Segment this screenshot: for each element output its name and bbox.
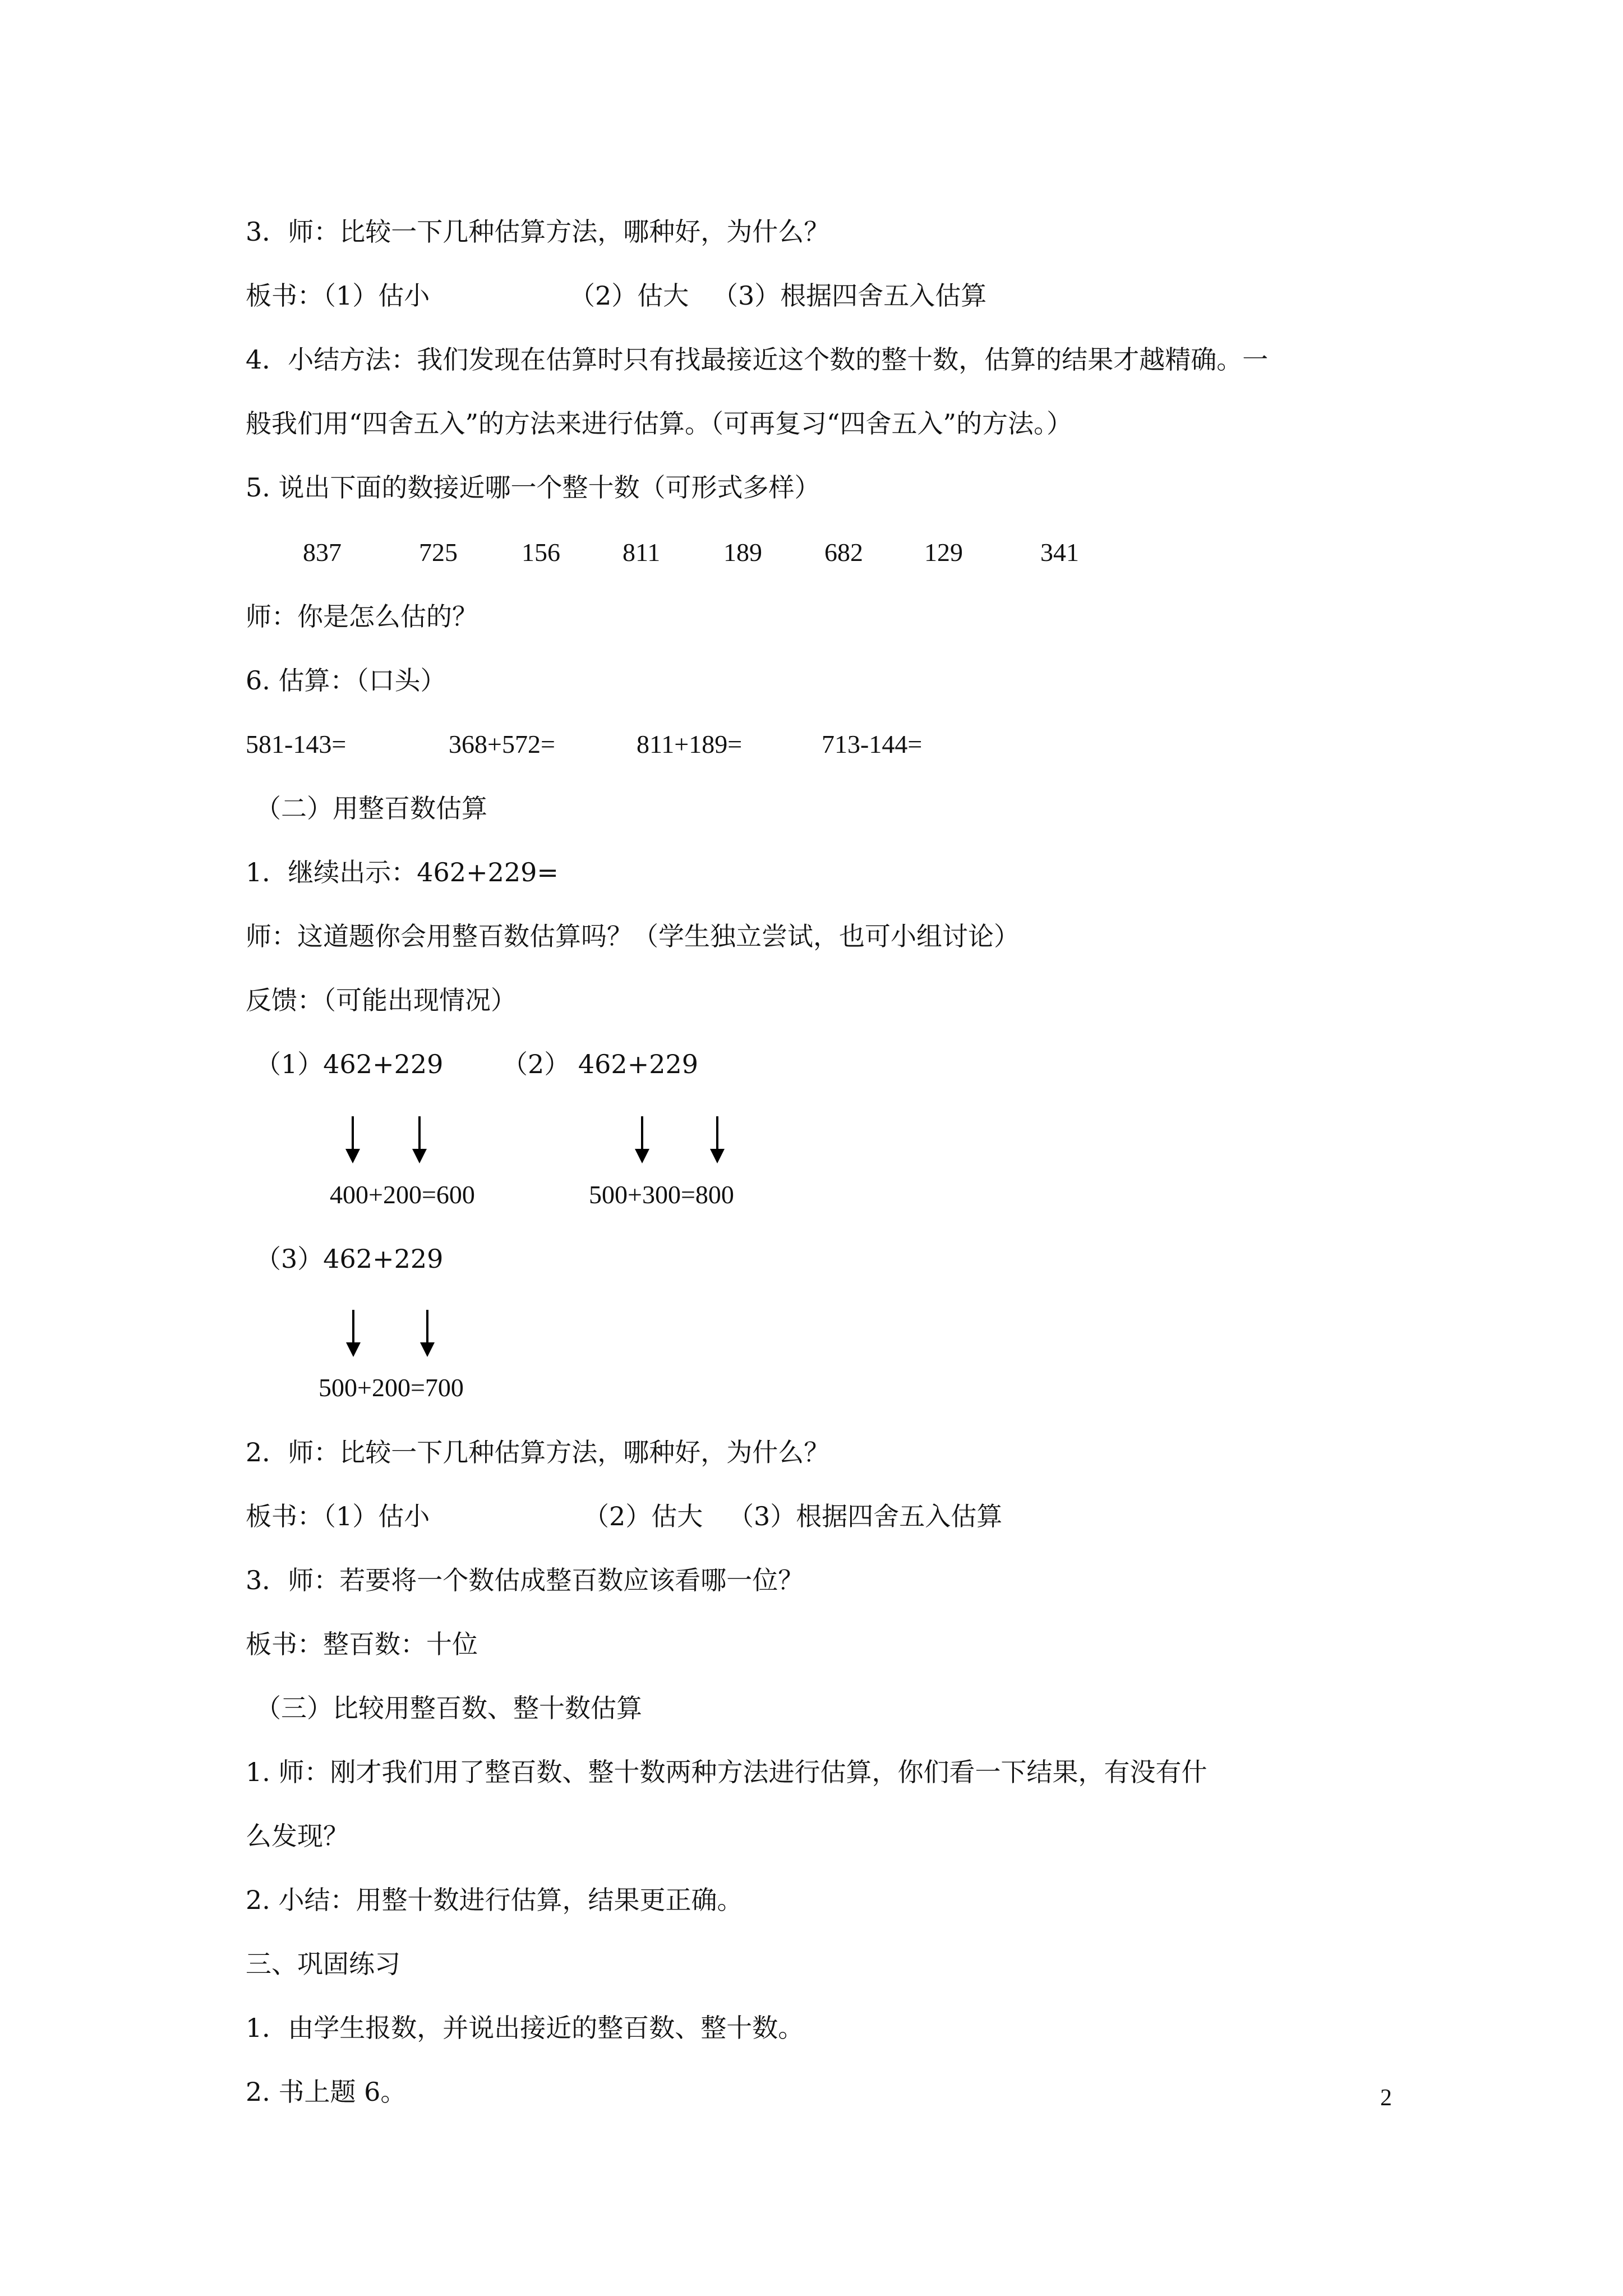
- text-line: 板书：（1）估小: [246, 280, 430, 311]
- calc-case: （1）462+229: [255, 1049, 444, 1079]
- number-item: 811: [623, 538, 661, 567]
- section-heading: 三、巩固练习: [246, 1949, 400, 1979]
- number-item: 129: [924, 538, 963, 567]
- calc-case: （3）462+229: [255, 1244, 444, 1274]
- section-heading: （二）用整百数估算: [255, 793, 487, 823]
- text-line: 么发现？: [246, 1821, 349, 1851]
- down-arrow-icon: [418, 1116, 421, 1151]
- text-line: 2. 小结：用整十数进行估算，结果更正确。: [246, 1885, 743, 1915]
- section-heading: （三）比较用整百数、整十数估算: [255, 1693, 642, 1723]
- expression-item: 581-143=: [246, 730, 347, 758]
- text-line: 般我们用“四舍五入”的方法来进行估算。（可再复习“四舍五入”的方法。）: [246, 408, 1073, 439]
- calc-case: （2） 462+229: [502, 1049, 699, 1079]
- text-line: 4．小结方法：我们发现在估算时只有找最接近这个数的整十数，估算的结果才越精确。一: [246, 344, 1269, 375]
- text-line: 1．继续出示：462+229=: [246, 857, 559, 887]
- text-line: 反馈：（可能出现情况）: [246, 985, 517, 1015]
- text-line: 板书：整百数：十位: [246, 1629, 478, 1659]
- page-number: 2: [1380, 2085, 1392, 2111]
- down-arrow-icon: [352, 1310, 354, 1345]
- calc-result: 500+200=700: [319, 1373, 464, 1402]
- down-arrow-icon: [426, 1310, 428, 1345]
- text-line: （3）根据四舍五入估算: [728, 1501, 1003, 1531]
- text-line: 3．师：比较一下几种估算方法，哪种好，为什么？: [246, 217, 830, 247]
- text-line: 3．师：若要将一个数估成整百数应该看哪一位？: [246, 1565, 804, 1595]
- text-line: 板书：（1）估小: [246, 1501, 430, 1531]
- number-item: 725: [419, 538, 458, 567]
- expression-item: 368+572=: [449, 730, 555, 758]
- number-item: 189: [723, 538, 762, 567]
- number-item: 341: [1040, 538, 1079, 567]
- text-line: 1．由学生报数，并说出接近的整百数、整十数。: [246, 2013, 804, 2043]
- text-line: （2）估大: [569, 280, 689, 311]
- text-line: 5. 说出下面的数接近哪一个整十数（可形式多样）: [246, 472, 820, 503]
- text-line: （3）根据四舍五入估算: [712, 280, 987, 311]
- calc-result: 400+200=600: [330, 1180, 475, 1209]
- number-item: 156: [522, 538, 560, 567]
- text-line: 师：你是怎么估的？: [246, 601, 478, 632]
- text-line: 6. 估算：（口头）: [246, 665, 446, 696]
- expression-item: 713-144=: [822, 730, 923, 758]
- down-arrow-icon: [716, 1116, 718, 1151]
- text-line: 师：这道题你会用整百数估算吗？（学生独立尝试，也可小组讨论）: [246, 921, 1020, 951]
- text-line: （2）估大: [583, 1501, 703, 1531]
- text-line: 2. 书上题 6。: [246, 2077, 407, 2107]
- text-line: 2．师：比较一下几种估算方法，哪种好，为什么？: [246, 1437, 830, 1467]
- number-item: 682: [824, 538, 863, 567]
- number-item: 837: [303, 538, 342, 567]
- expression-item: 811+189=: [637, 730, 743, 758]
- calc-result: 500+300=800: [589, 1180, 734, 1209]
- down-arrow-icon: [641, 1116, 643, 1151]
- text-line: 1. 师：刚才我们用了整百数、整十数两种方法进行估算，你们看一下结果，有没有什: [246, 1757, 1207, 1787]
- down-arrow-icon: [352, 1116, 354, 1151]
